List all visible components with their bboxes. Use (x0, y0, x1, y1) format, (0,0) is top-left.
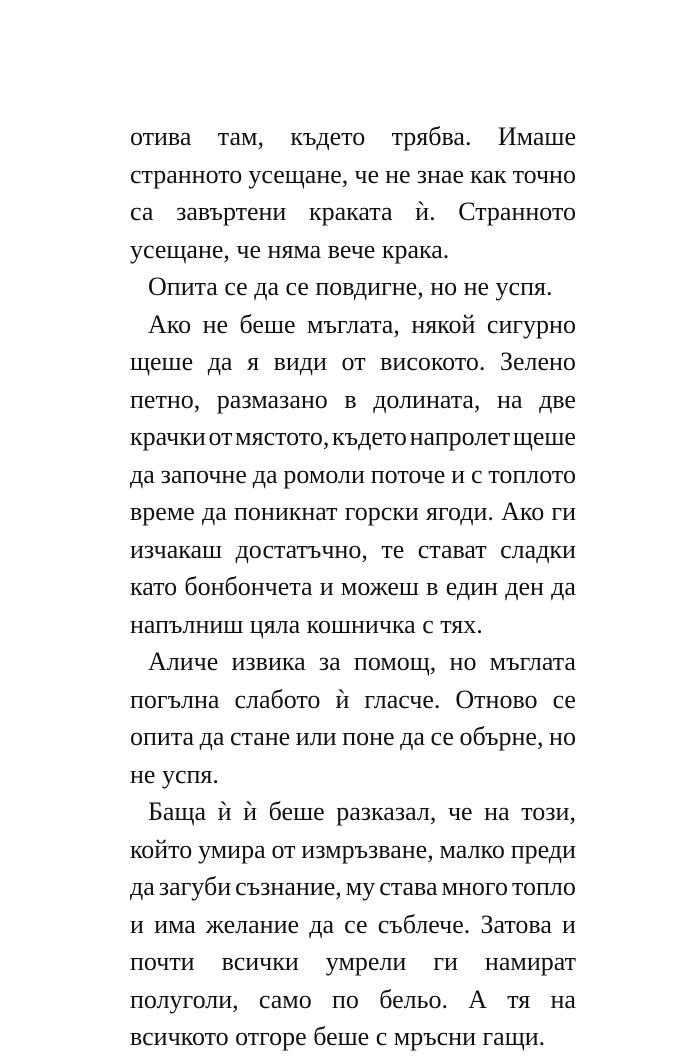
text-line: крачки от мястото, където напролет щеше (130, 422, 576, 451)
text-line: да започне да ромоли поточе и с топлото (130, 459, 576, 489)
text-line: да загуби съзнание, му става много топло (130, 872, 576, 901)
text-line: и има желание да се съблече. Затова и (130, 909, 576, 939)
text-line: почти всички умрели ги намират (130, 947, 576, 976)
paragraph (130, 793, 576, 1056)
text-line: усещане, че няма вече крака. (130, 234, 450, 264)
text-line: време да поникнат горски ягоди. Ако ги (130, 497, 576, 526)
text-line: Баща ѝ ѝ беше разказал, че на този, (148, 797, 576, 826)
text-line: който умира от измръзване, малко преди (130, 834, 576, 864)
text-line: отива там, където трябва. Имаше (130, 122, 576, 151)
text-line: изчакаш достатъчно, те стават сладки (130, 534, 576, 564)
paragraph (130, 306, 576, 644)
text-line: странното усещане, че не знае как точно (130, 159, 576, 189)
text-line: погълна слабото ѝ гласче. Отново се (130, 684, 576, 714)
text-line: като бонбончета и можеш в един ден да (130, 572, 576, 601)
text-line: напълниш цяла кошничка с тях. (130, 609, 483, 639)
text-line: петно, размазано в долината, на две (130, 384, 576, 414)
text-line: са завъртени краката ѝ. Странното (130, 197, 576, 226)
paragraph (130, 643, 576, 793)
text-line: всичкото отгоре беше с мръсни гащи. (130, 1022, 546, 1051)
text-line: Ако не беше мъглата, някой сигурно (148, 309, 576, 339)
text-line: щеше да я види от високото. Зелено (130, 347, 576, 376)
paragraph (130, 268, 576, 306)
page-text (130, 118, 576, 1056)
text-line: Опита се да се повдигне, но не успя. (148, 272, 553, 301)
text-line: опита да стане или поне да се обърне, но (130, 722, 576, 751)
text-line: полуголи, само по бельо. А тя на (130, 984, 576, 1014)
paragraph (130, 118, 576, 268)
text-line: Аличе извика за помощ, но мъглата (148, 647, 576, 676)
text-line: не успя. (130, 759, 219, 789)
